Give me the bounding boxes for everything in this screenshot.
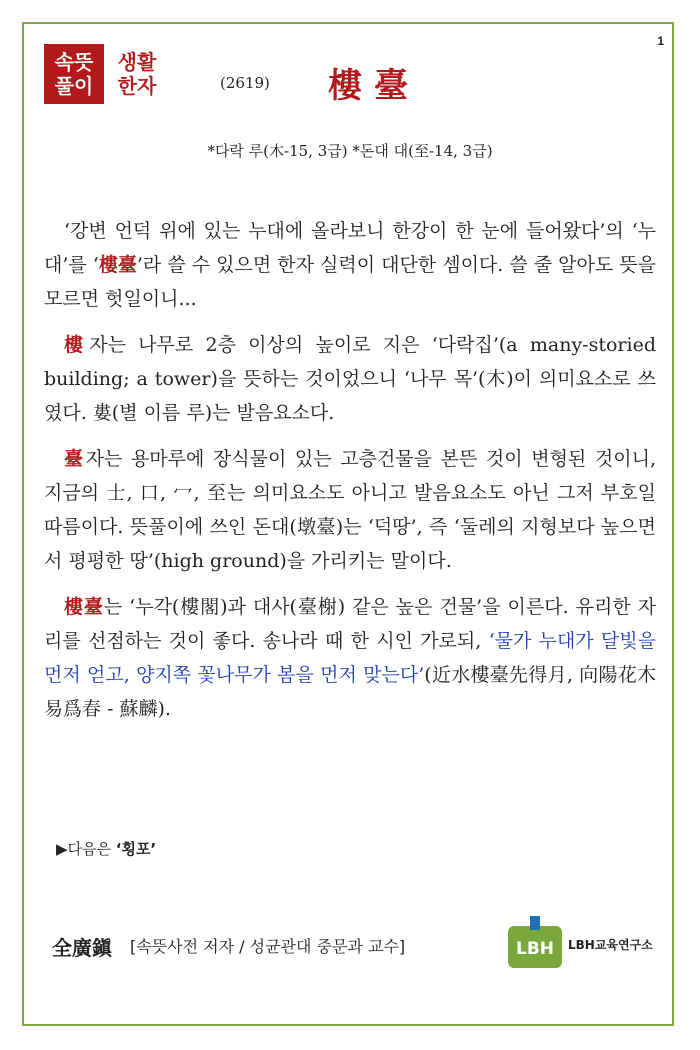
paragraph-3 xyxy=(44,442,656,578)
next-prefix: ▶다음은 xyxy=(56,840,116,858)
paragraph-4 xyxy=(44,590,656,726)
page-title: 樓臺 xyxy=(328,66,420,106)
hanja-highlight: 樓臺 xyxy=(98,254,137,276)
logo-right-line1: 생활 xyxy=(117,50,157,74)
text: ‘강변 언덕 위에 있는 누대에 올라보니 한강이 한 눈에 들어왔다’의 ‘누대’를 ‘ xyxy=(44,220,656,276)
article-body xyxy=(44,214,656,738)
lbh-logo-text: LBH xyxy=(515,939,555,959)
page-number: 1 xyxy=(657,34,664,48)
hanja-highlight: 樓 xyxy=(64,334,90,356)
text: 자는 나무로 2층 이상의 높이로 지은 ‘다락집’(a many-storied building; a tower)을 뜻하는 것이었으니 ‘나무 목’(木)이 의미요소로 쓰였다. 婁(별 이름 루)는 발음요소다. xyxy=(44,334,656,424)
logo-right-line2: 한자 xyxy=(117,74,157,98)
org-name: LBH교육연구소 xyxy=(568,938,653,952)
next-word: ‘횡포’ xyxy=(115,840,157,858)
lbh-logo-icon xyxy=(508,916,562,968)
poem-quote: ‘물가 누대가 달빛을 먼저 얻고, 양지쪽 꽃나무가 봄을 먼저 맞는다’ xyxy=(44,630,656,686)
next-topic xyxy=(56,838,156,859)
paragraph-1 xyxy=(44,214,656,316)
article-number: (2619) xyxy=(220,74,270,92)
logo-left xyxy=(44,44,104,104)
hanja-highlight: 樓臺 xyxy=(64,596,104,618)
text: ’라 쓸 수 있으면 한자 실력이 대단한 셈이다. 쓸 줄 알아도 뜻을 모르면 헛일이니... xyxy=(44,254,656,310)
text: (近水樓臺先得月, 向陽花木易爲春 - 蘇麟). xyxy=(44,664,656,720)
character-info: *다락 루(木-15, 3급) *돈대 대(至-14, 3급) xyxy=(207,142,493,160)
text: 자는 용마루에 장식물이 있는 고층건물을 본뜬 것이 변형된 것이니, 지금의 士, 口, 冖, 至는 의미요소도 아니고 발음요소도 아닌 그저 부호일 따름이다. 뜻풀이에 쓰인 돈대(墩臺)는 ‘덕땅’, 즉 ‘둘레의 지형보다 높으면서 평평한 땅’(high ground)을 가리키는 말이다. xyxy=(44,448,656,572)
series-logo xyxy=(44,44,168,104)
hanja-highlight: 臺 xyxy=(64,448,86,470)
author-name: 全廣鎭 xyxy=(52,936,112,960)
text: 는 ‘누각(樓閣)과 대사(臺榭) 같은 높은 건물’을 이른다. 유리한 자리를 선점하는 것이 좋다. 송나라 때 한 시인 가로되, xyxy=(44,596,656,652)
logo-left-line2: 풀이 xyxy=(54,74,94,98)
logo-right xyxy=(106,44,168,104)
logo-left-line1: 속뜻 xyxy=(54,50,94,74)
author-description: [속뜻사전 저자 / 성균관대 중문과 교수] xyxy=(130,937,406,956)
paragraph-2 xyxy=(44,328,656,430)
